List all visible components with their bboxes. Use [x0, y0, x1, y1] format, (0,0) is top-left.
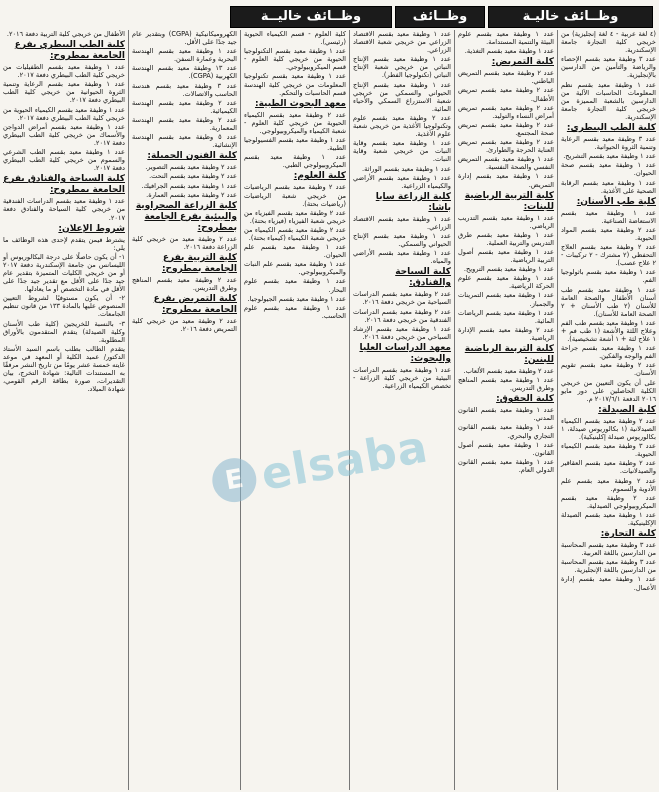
vacancy-item: عدد ١ وظيفة معيد بقسم الطفيليات من خريجي كلية الطب البيطري دفعة ٢٠١٧.	[3, 63, 125, 80]
vacancy-item: عدد ١ وظيفة معيد بقسم الرقابة الصحية على الأغذية.	[561, 178, 656, 195]
vacancy-item: عدد ٢ وظيفة معيد بقسم الدراسات السياحية من خريجي دفعة ٢٠١٦.	[353, 290, 451, 307]
section-headers	[0, 0, 659, 30]
section-heading: كلية التمريض:	[491, 57, 554, 68]
vacancy-item: عدد ٥ وظيفة معيد بقسم الهندسة الإنشائية.	[132, 133, 237, 150]
vacancy-item: عدد ٢ وظيفة معيد بقسم تمريض العناية الحرجة والطوارئ.	[458, 138, 554, 155]
vacancy-item: عدد ٢ وظيفة معيد بقسم الكيمياء من خريجي شعبة الكيمياء (كيمياء بحتة).	[244, 225, 346, 242]
vacancy-item: عدد ١ وظيفة معيد بقسم علوم الحاسب.	[244, 303, 346, 320]
vacancy-item: عدد ٢ وظيفة معيد بقسم العلاج التحفظي (٢ مشترك - ٢ تركيبات - ٢ علاج عصب).	[561, 243, 656, 268]
section-heading: كلية التمريض بفرع الجامعة بمطروح:	[153, 294, 237, 316]
vacancy-item: كلية العلوم - قسم الكيمياء الحيوية (رئيسي).	[244, 30, 346, 47]
header-vacancies-middle: وظــائف	[395, 6, 485, 28]
vacancy-item: عدد ١ وظيفة معيد بقسم علم النبات والميكروبيولوجي.	[244, 260, 347, 277]
vacancy-item: عدد ١ وظيفة معيد بقسم تكنولوجيا المعلومات من خريجي كلية الهندسة قسم الحاسبات والتحكم.	[244, 72, 346, 97]
vacancy-item: عدد ١ وظيفة معيد بقسم الإنتاج الحيواني والسمكي.	[353, 231, 451, 249]
header-vacancies-left: وظــائف خاليــة	[230, 6, 392, 28]
vacancy-item: عدد ٢ وظيفة معيد بقسم الهندسة الكيميائية.	[132, 98, 237, 115]
watermark-logo-icon: E	[209, 455, 260, 506]
section-heading: كلية السياحة والفنادق بفرع الجامعة بمطروح:	[3, 174, 125, 196]
vacancy-item: عدد ١٣ وظيفة معيد بقسم الهندسة الكهربية (CGPA).	[132, 64, 237, 81]
vacancy-item: عدد ١ وظيفة معيد بقسم الطب الشرعي والسموم من خريجي كلية الطب البيطري دفعة ٢٠١٧.	[3, 148, 125, 173]
header-vacancies-right: وظــائف خاليـة	[488, 6, 653, 28]
vacancy-item: يتقدم الطالب بطلب باسم السيد الأستاذ الدكتور/ عميد الكلية أو المعهد في موعد غايته خمسة عشر يومًا من تاريخ النشر مرفقًا به المستندات التالية: شهادة التخرج، بيان التقديرات، صورة بطاقة الرقم القومي، شهادة الميلاد.	[3, 344, 125, 394]
section-heading: كلية طب الأسنان:	[576, 196, 656, 207]
vacancy-item: عدد ٢ وظيفة معيد بقسم التمريض الباطني.	[458, 69, 554, 86]
vacancy-item: عدد ٢ وظيفة معيد بقسم العقاقير والصيدلانيات.	[561, 459, 656, 476]
section-heading: كلية السياحة والفنادق:	[395, 267, 451, 289]
column-2	[454, 30, 557, 790]
vacancy-item: عدد ١ وظيفة معيد بقسم صحة الحيوان.	[561, 161, 656, 178]
vacancy-item: عدد ٢ وظيفة معيد بقسم تمريض صحة المجتمع.	[458, 120, 554, 137]
vacancy-item: عدد ٣ وظيفة معيد بقسم هندسة الحاسب والاتصالات.	[132, 81, 237, 98]
vacancy-item: عدد ١ وظيفة معيد بقسم إدارة التمريض.	[458, 172, 554, 189]
column-1	[557, 30, 659, 790]
vacancy-item: عدد ١ وظيفة معيد بقسم الكيمياء الحيوية من خريجي كلية الطب البيطري دفعة ٢٠١٧.	[3, 105, 125, 122]
section-heading: معهد الدراسات العليا والبحوث:	[359, 342, 451, 364]
vacancy-item: الأطفال من خريجي كلية التربية دفعة ٢٠١٦.	[6, 30, 125, 38]
vacancy-item: عدد ١ وظيفة معيد بقسم الرعاية وتنمية الثروة الحيوانية من خريجي كلية الطب البيطري دفعة ٢٠١٧.	[3, 80, 125, 105]
vacancy-item: عدد ١ وظيفة معيد بقسم طب الفم وعلاج اللثة والأشعة (١ طب فم + ١ علاج لثة + ١ أشعة تشخيصية).	[561, 318, 656, 344]
watermark-text: elsaba	[257, 420, 432, 501]
column-4	[240, 30, 349, 790]
text-columns	[0, 30, 659, 790]
vacancy-item: عدد ١ وظيفة معيد بقسم الأراضي والكيمياء الزراعية.	[353, 173, 451, 190]
vacancy-item: عدد ١ وظيفة معيد بقسم علوم الحركة الرياضية.	[458, 274, 554, 291]
vacancy-item: عدد ١ وظيفة معيد بقسم التدريب الرياضي.	[458, 213, 554, 230]
vacancy-item: عدد ٢ وظيفة معيد بقسم الهندسة المعمارية.	[132, 115, 237, 133]
section-heading: كلية الطب البيطري بفرع الجامعة بمطروح:	[14, 40, 125, 62]
vacancy-item: عدد ١ وظيفة معيد بقسم الاقتصاد الزراعي.	[353, 214, 451, 231]
vacancy-item: عدد ٢ وظيفة معيد من خريجي كلية الزراعة دفعة ٢٠١٦.	[132, 234, 238, 251]
vacancy-item: ٢- أن يكون مستوفيًا لشروط التعيين المنصوص عليها بالمادة ١٣٣ من قانون تنظيم الجامعات.	[3, 294, 126, 319]
vacancy-item: (٤ لغة عربية - ٤ لغة إنجليزية) من خريجي كلية التجارة جامعة الإسكندرية.	[561, 30, 656, 55]
vacancy-item: عدد ٢ وظيفة معيد بقسم الدراسات الفندقية من خريجي دفعة ٢٠١٦.	[353, 307, 451, 324]
section-heading: معهد البحوث الطبية:	[254, 98, 346, 109]
vacancy-item: عدد ١ وظيفة معيد بقسم طرق التدريس والتربية العملية.	[458, 230, 554, 247]
vacancy-item: على أن يكون التعيين من خريجي الكلية الحاصلين على دور مايو ٢٠١٦ الدفعة ٢٠١٧/٦/١ م.	[561, 378, 656, 403]
vacancy-item: عدد ١ وظيفة معيد بقسم علوم البحار.	[244, 277, 346, 294]
vacancy-item: عدد ١ وظيفة معيد بقسم الدراسات البيئية من خريجي كلية الزراعة - تخصص الكيمياء الزراعية.	[353, 365, 451, 391]
vacancy-item: عدد ٢ وظيفة معيد بقسم تمريض أمراض النساء والتوليد.	[458, 103, 554, 120]
vacancy-item: عدد ٢ وظيفة معيد بقسم الكيمياء الحيوية من خريجي كلية العلوم - شعبة الكيمياء والميكروبيولوجي.	[244, 110, 346, 135]
vacancy-item: عدد ٣ وظيفة معيد بقسم الإحصاء والرياضة والتأمين من الدارسين بالإنجليزية.	[561, 55, 656, 80]
section-heading: كلية الطب البيطري:	[566, 123, 656, 134]
vacancy-item: عدد ٢ وظيفة معيد بقسم تقويم الأسنان.	[561, 361, 656, 378]
vacancy-item: عدد ١ وظيفة معيد بقسم التشريح.	[563, 152, 656, 161]
vacancy-item: عدد ١ وظيفة معيد بقسم الإرشاد السياحي من خريجي دفعة ٢٠١٦.	[353, 324, 451, 341]
column-3	[349, 30, 454, 790]
vacancy-item: عدد ٢ وظيفة معيد بقسم علوم وتكنولوجيا الأغذية من خريجي شعبة علوم الأغذية.	[353, 113, 451, 139]
vacancy-item: عدد ١ وظيفة معيد بقسم الوراثة.	[362, 164, 451, 173]
vacancy-item: عدد ١ وظيفة معيد بقسم الإنتاج النباتي من خريجي شعبة الإنتاج النباتي (تكنولوجيا الفطر).	[353, 55, 451, 80]
section-heading: كلية التربية الرياضية للبنات:	[464, 190, 554, 212]
vacancy-item: عدد ١ وظيفة معيد بقسم الأراضي والمياه.	[353, 249, 451, 266]
vacancy-item: عدد ١ وظيفة معيد بقسم أصول التربية الرياضية.	[458, 247, 554, 265]
vacancy-item: عدد ١ وظيفة معيد بقسم جراحة الفم والوجه والفكين.	[561, 344, 656, 361]
vacancy-item: يشترط فيمن يتقدم لإحدى هذه الوظائف ما يلي:	[3, 235, 125, 252]
vacancy-item: عدد ١ وظيفة معيد بقسم التغذية.	[464, 47, 554, 56]
vacancy-item: عدد ٢ وظيفة معيد بقسم الفيزياء من خريجي شعبة الفيزياء (فيزياء بحتة).	[244, 208, 346, 225]
vacancy-item: عدد ١ وظيفة معيد بقسم التمرينات والجمباز.	[458, 291, 554, 308]
vacancy-item: عدد ٢ وظيفة معيد بقسم تمريض الأطفال.	[458, 86, 554, 103]
section-heading: كلية الزراعة سابا باشا:	[375, 191, 451, 213]
vacancy-item: عدد ١ وظيفة معيد بقسم الإنتاج الحيواني والسمكي من خريجي شعبة الاستزراع السمكي والأحياء المائية.	[353, 80, 451, 113]
vacancy-item: عدد ١ وظيفة معيد بقسم وقاية النبات من خريجي شعبة وقاية النبات.	[353, 139, 451, 164]
vacancy-item: عدد ٣ وظيفة معيد بقسم الكيمياء الحيوية.	[561, 442, 656, 459]
vacancy-item: عدد ١ وظيفة معيد بقسم الترويح.	[463, 265, 554, 274]
vacancy-item: عدد ٢ وظيفة معيد من خريجي كلية التمريض دفعة ٢٠١٦.	[132, 317, 238, 334]
vacancy-item: عدد ١ وظيفة معيد بقسم نظم المعلومات الحاسبات الآلية من الدارسين بالشعبة المميزة من خريجي كلية التجارة جامعة الإسكندرية.	[561, 80, 656, 121]
section-heading: كلية العلوم:	[293, 171, 346, 182]
section-heading: كلية التربية الرياضية للبنين:	[464, 344, 554, 365]
vacancy-item: عدد ١ وظيفة معيد بقسم طب أسنان الأطفال والصحة العامة للأسنان (٢ طب الأسنان + ٢ الصحة العامة للأسنان).	[561, 285, 656, 318]
vacancy-item: عدد ٢ وظيفة معيد بقسم النحت.	[149, 172, 237, 181]
vacancy-item: عدد ١ وظيفة معيد بقسم التكنولوجيا الحيوية من خريجي كلية العلوم - قسم الميكروبيولوجي.	[244, 47, 346, 72]
vacancy-item: عدد ٢ وظيفة معيد بقسم الكيمياء الصيدلانية (١ بكالوريوس صيدلة، ١ بكالوريوس صيدلة إكلينيكية).	[561, 416, 656, 442]
vacancy-item: عدد ١ وظيفة معيد بقسم الميكروبيولوجي الطبي.	[244, 153, 346, 170]
column-6	[0, 30, 128, 790]
vacancy-item: ٣- بالنسبة للخريجين (كلية طب الأسنان وكلية الصيدلة) يتقدم المتقدمون بالأوراق المطلوبة.	[3, 319, 125, 344]
vacancy-item: عدد ١ وظيفة معيد بقسم باثولوجيا الفم.	[561, 268, 656, 285]
section-heading: شروط الإعلان:	[58, 223, 125, 234]
vacancy-item: عدد ١ وظيفة معيد بقسم الصيدلة الإكلينيكية.	[561, 510, 656, 527]
vacancy-item: عدد ١ وظيفة معيد بقسم الجرافيك.	[141, 181, 237, 190]
vacancy-item: عدد ١ وظيفة معيد بقسم القانون التجاري والبحري.	[458, 423, 554, 440]
vacancy-item: عدد ١ وظيفة معيد بقسم الاقتصاد الزراعي من خريجي شعبة الاقتصاد الزراعي.	[353, 30, 451, 55]
vacancy-item: عدد ٣ وظيفة معيد بقسم الرعاية وتنمية الثروة الحيوانية.	[561, 135, 656, 152]
section-heading: كلية الحقوق:	[496, 394, 554, 405]
vacancy-item: عدد ١ وظيفة معيد بقسم أصول القانون.	[458, 440, 554, 457]
vacancy-item: عدد ١ وظيفة معيد بقسم الاستعاضة الصناعية.	[561, 208, 656, 225]
vacancy-item: عدد ١ وظيفة معيد بقسم المناهج وطرق التدريس.	[458, 376, 554, 393]
vacancy-item: الكهروميكانيكية (CGPA) وبتقدير عام جيد جدًا على الأقل.	[132, 30, 237, 47]
vacancy-item: عدد ٢ وظيفة معيد بقسم الميكروبيولوجي الصيدلية.	[561, 493, 656, 510]
vacancy-item: عدد ٢ وظيفة معيد بقسم الألعاب.	[463, 367, 554, 375]
vacancy-item: عدد ١ وظيفة معيد بقسم القانون الدولي العام.	[458, 457, 554, 474]
vacancy-item: عدد ٢ وظيفة معيد بقسم علم الأدوية والسموم.	[561, 476, 656, 493]
vacancy-item: عدد ١ وظيفة معيد بقسم القانون المدني.	[458, 406, 554, 423]
vacancy-item: عدد ١ وظيفة معيد بقسم الدراسات الفندقية من خريجي كلية السياحة والفنادق دفعة ٢٠١٧.	[3, 197, 125, 222]
vacancy-item: عدد ١ وظيفة معيد بقسم الجيولوجيا.	[247, 294, 346, 303]
vacancy-item: عدد ١ وظيفة معيد بقسم الرياضات المائية.	[458, 308, 554, 325]
vacancy-item: عدد ٢ وظيفة معيد بقسم المواد الحيوية.	[561, 225, 657, 242]
vacancy-item: عدد ٢ وظيفة معيد بقسم العمارة.	[146, 190, 237, 199]
vacancy-item: عدد ١ وظيفة معيد بقسم الفسيولوجيا الطبية.	[244, 136, 346, 153]
section-heading: كلية الفنون الجميلة:	[147, 151, 237, 162]
vacancy-item: عدد ١ وظيفة معيد بقسم أمراض الدواجن والأسماك من خريجي كلية الطب البيطري دفعة ٢٠١٧.	[3, 122, 125, 147]
vacancy-item: عدد ١ وظيفة معيد بقسم علم الحيوان.	[244, 243, 346, 260]
vacancy-item: عدد ٢ وظيفة معيد بقسم الرياضيات من خريجي شعبة الرياضيات (رياضيات بحتة).	[244, 183, 346, 208]
vacancy-item: عدد ٢ وظيفة معيد بقسم التصوير.	[145, 163, 237, 172]
vacancy-item: عدد ١ وظيفة معيد بقسم علوم البيئة والتنمية المستدامة.	[458, 30, 554, 47]
vacancy-item: عدد ٢ وظيفة معيد بقسم الإدارة الرياضية.	[458, 325, 554, 342]
column-5	[128, 30, 240, 790]
vacancy-item: عدد ٣ وظيفة معيد بقسم المحاسبة من الدارسين باللغة العربية.	[561, 541, 657, 558]
vacancy-item: عدد ٣ وظيفة معيد بقسم المحاسبة من الدارسين باللغة الإنجليزية.	[561, 558, 657, 575]
section-heading: كلية التجارة:	[600, 529, 656, 540]
section-heading: كلية التربية بفرع الجامعة بمطروح:	[161, 252, 237, 274]
vacancy-item: عدد ١ وظيفة معيد بقسم الهندسة البحرية وعمارة السفن.	[132, 47, 237, 64]
section-heading: كلية الزراعة الصحراوية والبيئية بفرع الجامعة بمطروح:	[135, 200, 237, 233]
section-heading: كلية الصيدلة:	[598, 404, 656, 415]
vacancy-item: عدد ١ وظيفة معيد بقسم إدارة الأعمال.	[561, 575, 656, 592]
vacancy-item: ١- أن يكون حاصلًا على درجة البكالوريوس أو الليسانس من جامعة الإسكندرية دفعة ٢٠١٧ أو من خريجي الكليات المتميزة بتقدير عام جيد جدًا على الأقل مع تقدير جيد جدًا على الأقل في مادة التخصص أو ما يعادلها.	[3, 252, 125, 294]
vacancy-item: عدد ٢ وظيفة معيد بقسم المناهج وطرق التدريس.	[132, 275, 237, 292]
vacancy-item: عدد ١ وظيفة معيد بقسم التمريض النفسي والصحة النفسية.	[458, 155, 554, 172]
